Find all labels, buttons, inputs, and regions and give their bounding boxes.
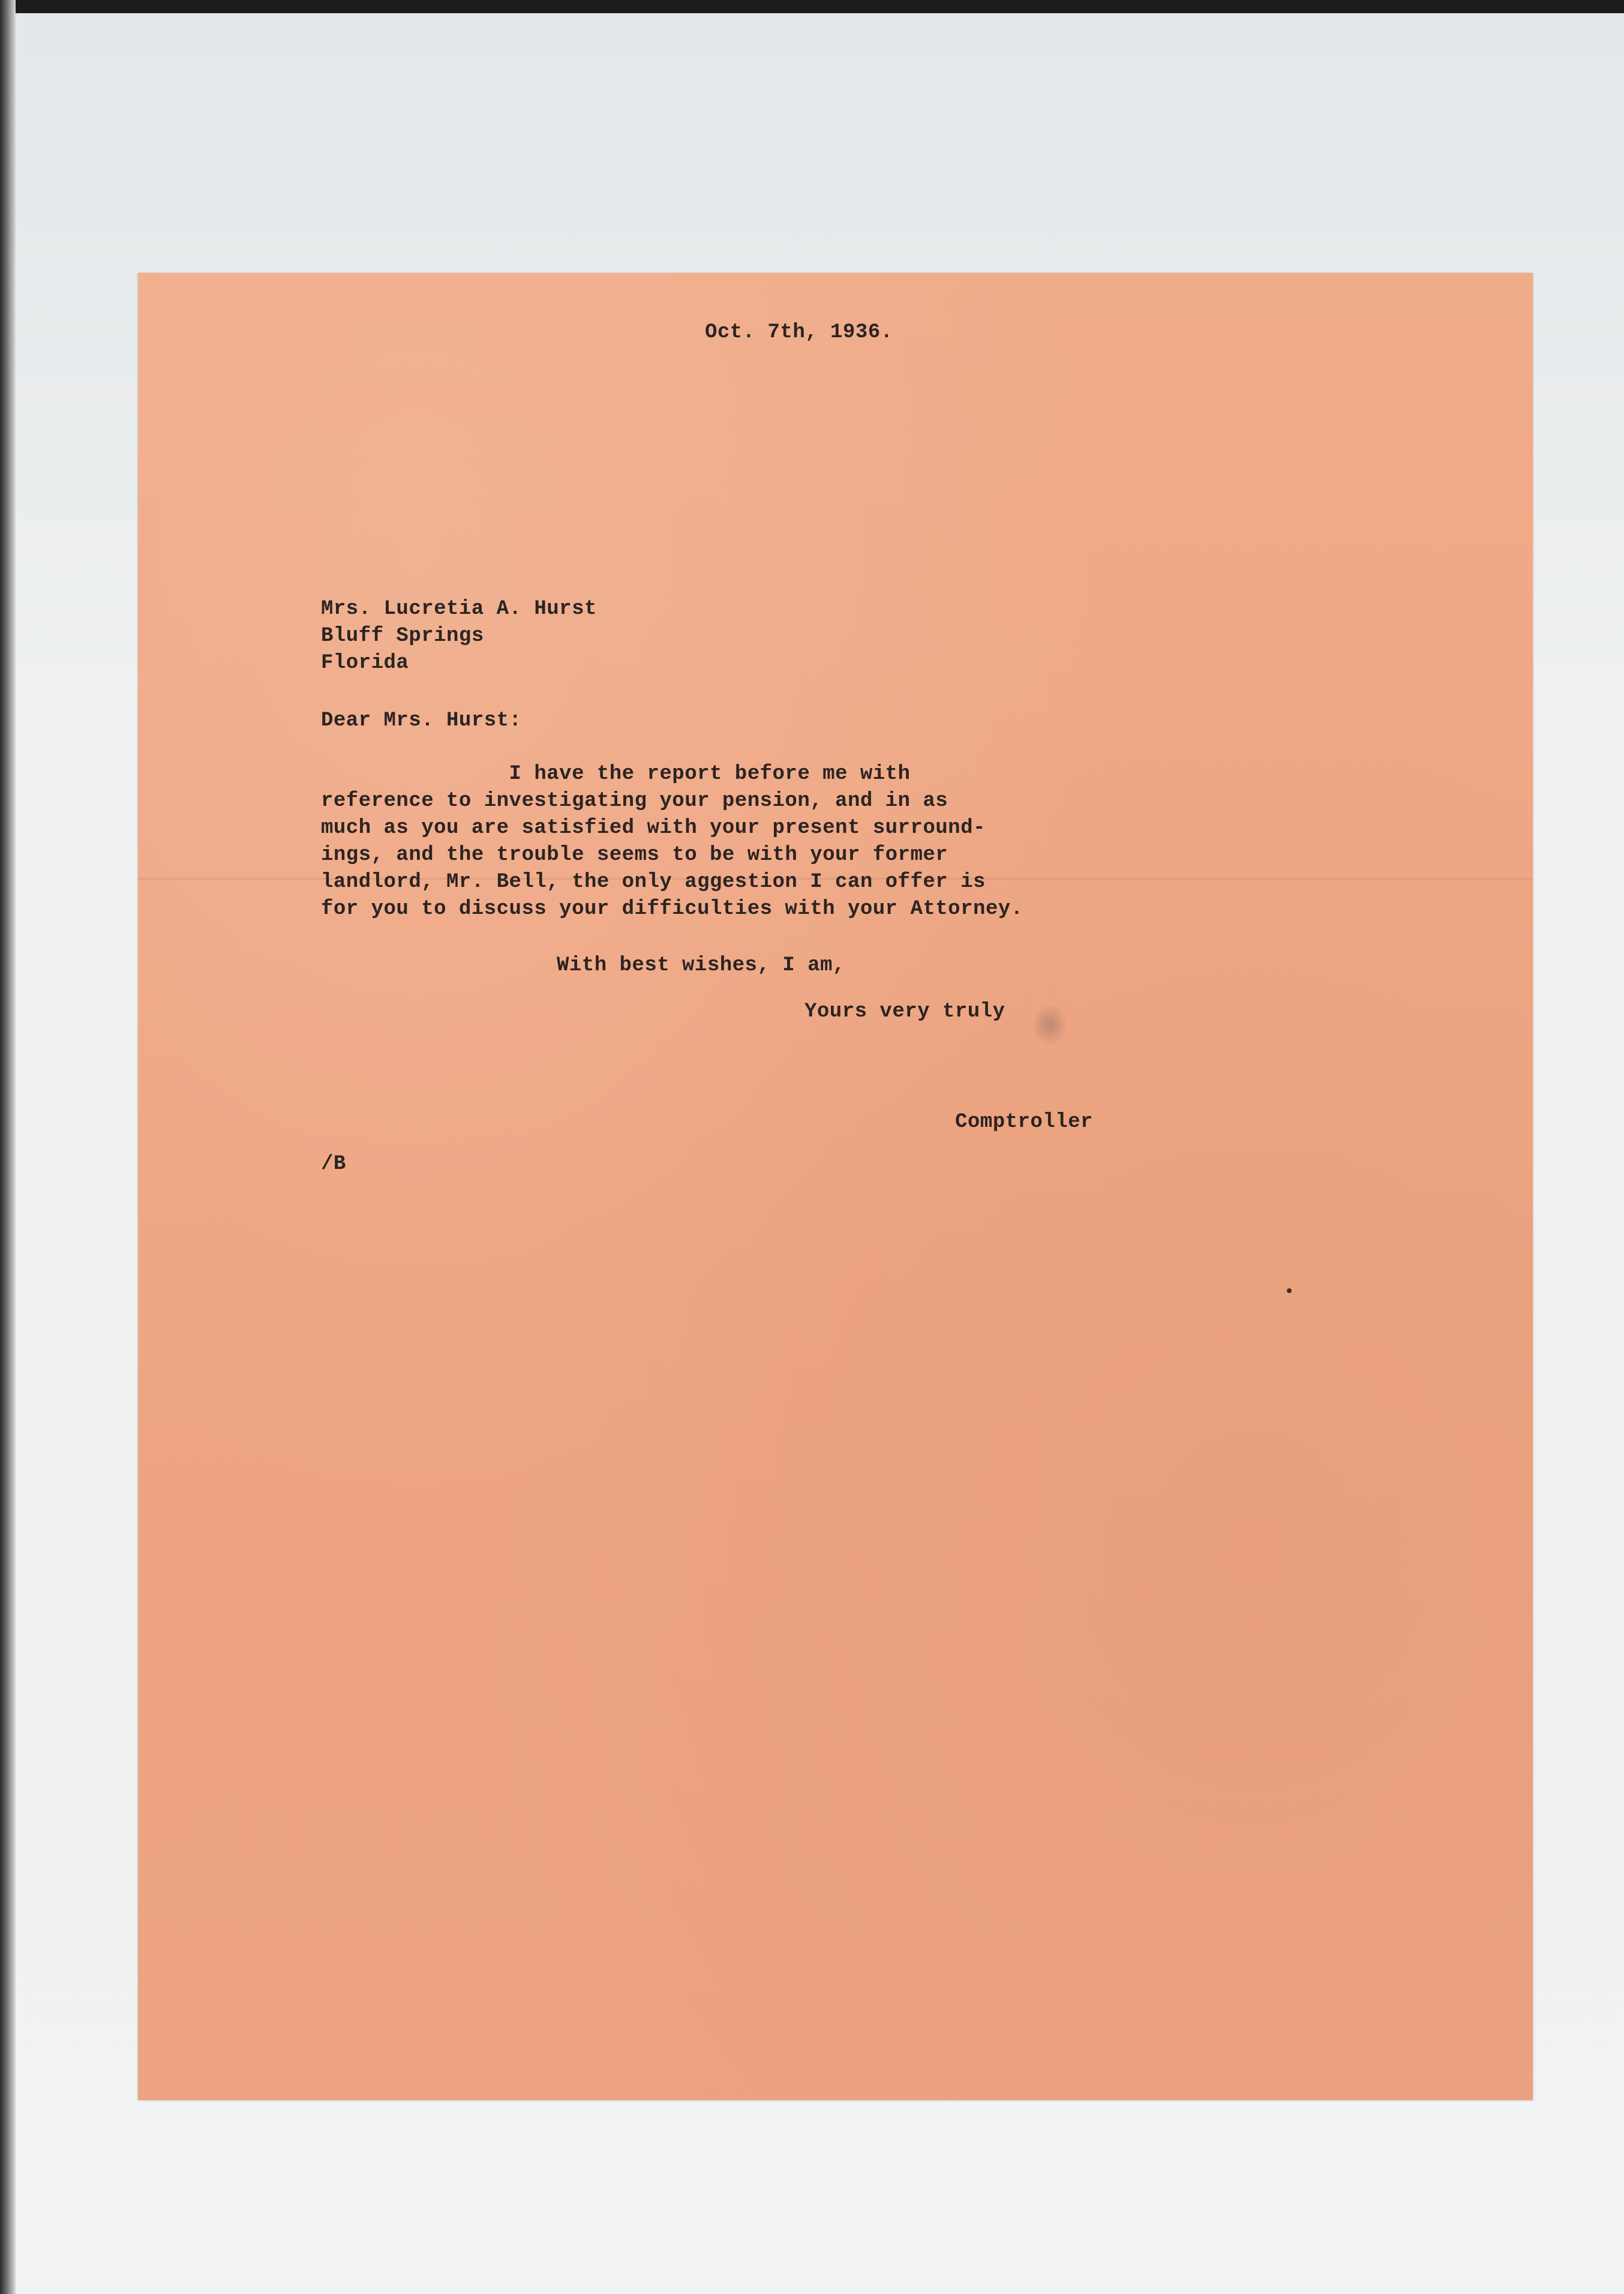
closing-wishes: With best wishes, I am,	[557, 954, 845, 977]
body-line: for you to discuss your difficulties with your Attorney.	[321, 898, 1023, 920]
letter-body	[321, 761, 1023, 923]
address-line-name: Mrs. Lucretia A. Hurst	[321, 598, 597, 620]
body-line: I have the report before me with	[321, 763, 911, 785]
scan-top-border	[0, 0, 1624, 13]
ink-speck	[1287, 1288, 1292, 1293]
ink-smudge	[1032, 1004, 1068, 1046]
body-line: much as you are satisfied with your present surround-	[321, 817, 986, 839]
scan-left-edge	[0, 0, 16, 2294]
letter-page	[138, 273, 1533, 2100]
signature-title: Comptroller	[955, 1111, 1093, 1133]
body-line: ings, and the trouble seems to be with your former	[321, 844, 948, 866]
letter-date: Oct. 7th, 1936.	[705, 321, 893, 344]
address-line-town: Bluff Springs	[321, 625, 484, 647]
body-line: reference to investigating your pension, and in as	[321, 790, 948, 812]
recipient-address	[321, 596, 597, 677]
address-line-state: Florida	[321, 652, 409, 674]
salutation: Dear Mrs. Hurst:	[321, 709, 522, 732]
complimentary-close: Yours very truly	[805, 1000, 1005, 1023]
body-line: landlord, Mr. Bell, the only aggestion I can offer is	[321, 871, 986, 893]
typist-initials: /B	[321, 1153, 346, 1176]
